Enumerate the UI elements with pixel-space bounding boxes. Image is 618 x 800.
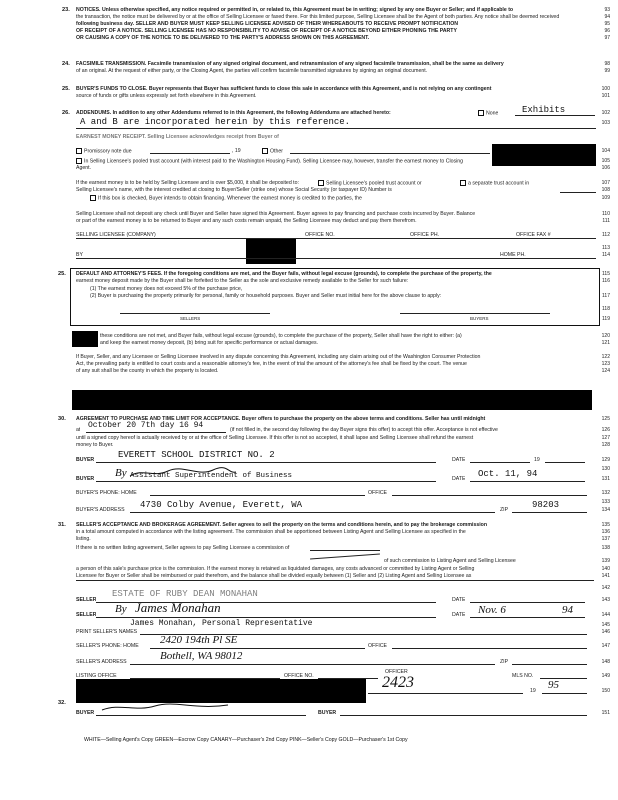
buyer-year-rule: [545, 462, 585, 463]
seller-2-rule: [96, 617, 436, 618]
typed-buyer-zip: 98203: [532, 500, 560, 510]
line-number: 147: [601, 643, 610, 649]
financing-checkbox-icon: [90, 195, 96, 201]
redaction-block: [492, 144, 596, 166]
buyers-office-rule: [392, 495, 587, 496]
section-31-line-2: in a total amount computed in accordance with the listing agreement. The commission shall be apportioned between Listing Agent and Selling Licensee as specified in the: [76, 529, 466, 535]
section-25b-number: 25.: [58, 271, 66, 277]
line-number: 131: [601, 476, 610, 482]
line-number: 110: [602, 211, 610, 217]
sellers-office-label: OFFICE: [368, 643, 388, 649]
section-31-line-5: of such commission to Listing Agent and Selling Licensee: [384, 558, 516, 564]
line-number: 143: [601, 597, 610, 603]
buyer-2-date-label: DATE: [452, 476, 466, 482]
line-number: 123: [601, 361, 610, 367]
buyer-date-rule: [470, 462, 530, 463]
section-30-number: 30.: [58, 416, 66, 422]
line-number: 122: [601, 354, 610, 360]
listing-office-no-label: OFFICE NO.: [284, 673, 314, 679]
other-option: [262, 148, 283, 154]
typed-buyer-title: Assistant Superintendent of Business: [130, 472, 293, 480]
line-number: 106: [601, 165, 610, 171]
line-number: 149: [601, 673, 610, 679]
earnest-pooled-text: Selling Licensee's pooled trust account or: [326, 180, 422, 187]
section-25b-line-1: DEFAULT AND ATTORNEY'S FEES. If the foregoing conditions are met, and the Buyer fails, without legal excuse (grounds), to complete the purchase of the property, the: [76, 271, 492, 277]
sellers-address-rule: [130, 664, 495, 665]
section-23-line-4: OF RECEIPT OF A NOTICE. SELLING LICENSEE HAS NO RESPONSIBILITY TO ADVISE OF RECEIPT OF A NOTICE BEYOND EITHER PHONING THE PARTY: [76, 28, 457, 34]
buyer-2-rule: [96, 481, 436, 482]
section-31-line-4: If there is no written listing agreement, Seller agrees to pay Selling Licensee a commission of: [76, 545, 290, 551]
line-number: 105: [601, 158, 610, 164]
ssn-rule: [560, 192, 596, 193]
officer-handwritten: 2423: [382, 674, 414, 691]
line-number: 137: [601, 536, 610, 542]
line-number: 94: [604, 14, 610, 20]
section-30-line-3: until a signed copy hereof is actually received by or at the office of Selling Licensee. If this offer is not so accepted, it shall lapse and Selling Licensee shall refund the earnest: [76, 435, 474, 441]
line-number: 97: [604, 35, 610, 41]
section-32-buyer-label: BUYER: [76, 710, 95, 716]
typed-exhibits: Exhibits: [522, 105, 566, 115]
sellers-phone-handwritten: 2420 194th Pl SE: [160, 634, 238, 646]
promissory-rule: [150, 153, 230, 154]
line-number: 141: [601, 573, 610, 579]
line-number: 124: [601, 368, 610, 374]
sellers-zip-label: ZIP: [500, 659, 509, 665]
section-31-line-3: listing.: [76, 536, 91, 542]
year-rule: [542, 693, 587, 694]
line-number: 132: [601, 490, 610, 496]
line-number: 127: [601, 435, 610, 441]
line-number: 115: [602, 271, 610, 277]
line-number: 129: [601, 457, 610, 463]
redaction-bar: [72, 390, 592, 410]
seller-date-rule: [470, 602, 585, 603]
line-number: 109: [601, 195, 610, 201]
buyers-address-rule: [130, 512, 495, 513]
line-number: 114: [602, 252, 610, 258]
line-number: 142: [601, 585, 610, 591]
addendum-rule: [515, 115, 595, 116]
officer-label: OFFICER: [385, 669, 408, 675]
sellers-phone-rule: [150, 648, 365, 649]
home-ph-label: HOME PH.: [500, 252, 526, 258]
earnest-selling-line: [76, 158, 490, 164]
section-24-line-1: FACSIMILE TRANSMISSION. Facsimile transmission of any signed original document, and retransmission of any signed facsimile transmission, shall be the same as delivery: [76, 61, 504, 67]
buyers-office-label: OFFICE: [368, 490, 388, 496]
redaction-block: [72, 331, 98, 347]
promissory-option: [76, 148, 132, 154]
buyer-rule: [96, 462, 436, 463]
section-31-number: 31.: [58, 522, 66, 528]
sellers-initial-label: SELLERS: [180, 316, 201, 321]
section-25b-option-1: (1) The earnest money does not exceed 5% of the purchase price,: [90, 286, 243, 292]
year-handwritten: 95: [548, 679, 559, 691]
line-number: 121: [601, 340, 610, 346]
typed-acceptance-date: October 20 7th day 16 94: [88, 421, 204, 430]
earnest-if-line-2: Selling Licensee's name, with the interest credited at closing to Buyer/Seller (strike one) whose Social Security (or taxpayer ID) Number is: [76, 187, 392, 193]
line-number: 113: [602, 245, 610, 251]
section-31-divider: [76, 580, 594, 581]
officer-rule: [368, 693, 523, 694]
section-32-signature-mark: [100, 700, 230, 714]
typed-addendum-line: A and B are incorporated herein by this reference.: [80, 117, 351, 127]
selling-licensee-rule: [76, 238, 596, 239]
office-fax-label: OFFICE FAX #: [516, 232, 551, 238]
line-number: 151: [601, 710, 610, 716]
section-25c-line-5: of any suit shall be the county in which the property is located.: [76, 368, 219, 374]
line-number: 100: [601, 86, 610, 92]
line-number: 125: [601, 416, 610, 422]
by-rule: [76, 258, 596, 259]
office-ph-label: OFFICE PH.: [410, 232, 440, 238]
line-number: 95: [604, 21, 610, 27]
line-number: 148: [601, 659, 610, 665]
line-number: 146: [601, 629, 610, 635]
line-number: 99: [604, 68, 610, 74]
seller-date-label: DATE: [452, 597, 466, 603]
line-number: 134: [601, 507, 610, 513]
office-no-label: OFFICE NO.: [305, 232, 335, 238]
typed-seller-representative: James Monahan, Personal Representative: [130, 619, 313, 628]
line-number: 135: [601, 522, 610, 528]
line-number: 102: [601, 110, 610, 116]
none-checkbox-icon: [478, 110, 484, 116]
sellers-initial-rule: [120, 313, 270, 314]
at-label: at: [76, 427, 81, 433]
section-30-line-4: money to Buyer.: [76, 442, 114, 448]
line-number: 104: [601, 148, 610, 154]
earnest-selling-deposit-2: or part of the earnest money is to be returned to Buyer and any such costs remain unpaid, the Selling Licensee may deduct and pay them therefrom.: [76, 218, 417, 224]
line-number: 103: [601, 120, 610, 126]
line-number: 144: [601, 612, 610, 618]
typed-buyer-address: 4730 Colby Avenue, Everett, WA: [140, 500, 303, 510]
sellers-address-label: SELLER'S ADDRESS: [76, 659, 127, 665]
acceptance-date-rule: [86, 432, 226, 433]
section-25c-line-3: If Buyer, Seller, and any Licensee or Selling Licensee involved in any dispute concerning this Agreement, including any claim arising out of the Washington Consumer Protection: [76, 354, 481, 360]
buyers-zip-rule: [512, 512, 587, 513]
buyer-label: BUYER: [76, 457, 95, 463]
earnest-financing-text: If this box is checked, Buyer intends to obtain financing. Whenever the earnest money is credited to the parties, the: [98, 195, 362, 202]
line-number: 119: [602, 316, 610, 322]
earnest-heading: EARNEST MONEY RECEIPT. Selling Licensee acknowledges receipt from Buyer of: [76, 134, 279, 140]
buyers-initial-rule: [400, 313, 550, 314]
none-label: None: [486, 110, 499, 117]
sellers-address-handwritten: Bothell, WA 98012: [160, 650, 243, 662]
line-number: 96: [604, 28, 610, 34]
earnest-selling-text: In Selling Licensee's pooled trust account (with interest paid to the Washington Housing Fund). Selling Licensee may, however, transfer the earnest money to Closing: [84, 158, 464, 165]
buyers-phone-label: BUYER'S PHONE: HOME: [76, 490, 137, 496]
buyers-phone-rule: [150, 495, 365, 496]
line-number: 118: [602, 306, 610, 312]
earnest-selling-deposit-1: Selling Licensee shall not deposit any check until Buyer and Seller have signed this Agreement. Buyer agrees to pay financing and purchase costs incurred by Buyer. Balance: [76, 211, 476, 217]
line-number: 98: [604, 61, 610, 67]
listing-office-label: LISTING OFFICE: [76, 673, 117, 679]
section-32-buyer-2-label: BUYER: [318, 710, 337, 716]
section-26-none-option: [478, 110, 498, 116]
line-number: 111: [602, 218, 610, 224]
line-number: 117: [602, 293, 610, 299]
seller-signature: James Monahan: [135, 600, 221, 615]
seller-date-handwritten: Nov. 6: [478, 604, 506, 616]
strike-line: [310, 554, 380, 560]
typed-buyer-name: EVERETT SCHOOL DISTRICT NO. 2: [118, 450, 275, 460]
other-checkbox-icon: [262, 148, 268, 154]
by-label: BY: [76, 252, 83, 258]
buyers-zip-label: ZIP: [500, 507, 509, 513]
section-23-line-3: following business day. SELLER AND BUYER MUST KEEP SELLING LICENSEE ADVISED OF THEIR WHEREABOUTS TO RECEIVE PROMPT NOTIFICATION: [76, 21, 458, 27]
section-24-number: 24.: [62, 61, 70, 67]
line-number: 107: [601, 180, 610, 186]
section-30-line-2: (if not filled in, the second day following the day Buyer signs this offer) to accept this offer. Acceptance is not effective: [230, 427, 498, 433]
line-number: 93: [604, 7, 610, 13]
line-number: 108: [601, 187, 610, 193]
mls-no-label: MLS NO.: [512, 673, 534, 679]
section-30-line-1: AGREEMENT TO PURCHASE AND TIME LIMIT FOR ACCEPTANCE. Buyer offers to purchase the property on the above terms and conditions. Seller has until midnight: [76, 416, 486, 422]
other-rule: [290, 153, 490, 154]
typed-seller-estate: ESTATE OF RUBY DEAN MONAHAN: [112, 589, 258, 599]
section-25c-line-2: and keep the earnest money deposit, (b) bring suit for specific performance or actual damages.: [100, 340, 318, 346]
other-label: Other: [270, 148, 283, 155]
section-26-number: 26.: [62, 110, 70, 116]
buyer-2-date-rule: [470, 481, 585, 482]
section-31-line-7: Licensee for Buyer or Seller shall be reimbursed or paid therefrom, and the balance shall be divided equally between (1) Seller and (2) Listing Agent and Selling Licensee as: [76, 573, 472, 579]
selling-company-label: SELLING LICENSEE (COMPANY): [76, 232, 156, 238]
sellers-phone-label: SELLER'S PHONE: HOME: [76, 643, 139, 649]
promissory-year: , 19: [232, 148, 241, 154]
line-number: 136: [601, 529, 610, 535]
buyer-by-label: By: [115, 467, 127, 479]
seller-year-handwritten: 94: [562, 604, 573, 616]
earnest-agent: Agent.: [76, 165, 91, 171]
selling-checkbox-icon: [76, 158, 82, 164]
section-31-line-6: a person of this sale's purchase price is the commission. If the earnest money is retained as liquidated damages, any costs advanced or committed by Listing Agent or Selling: [76, 566, 475, 572]
sellers-zip-rule: [512, 664, 587, 665]
section-25-number: 25.: [62, 86, 70, 92]
section-25-line-1: BUYER'S FUNDS TO CLOSE. Buyer represents that Buyer has sufficient funds to close this sale in accordance with this Agreement, and is not relying on any contingent: [76, 86, 492, 92]
buyer-2-label: BUYER: [76, 476, 95, 482]
section-25-line-2: source of funds or gifts unless expressly set forth elsewhere in this Agreement.: [76, 93, 257, 99]
addendum-line-rule: [76, 128, 596, 129]
nineteen-label: 19: [530, 688, 536, 694]
section-32-number: 32.: [58, 700, 66, 706]
commission-rule: [310, 550, 380, 551]
pooled-checkbox-icon: [318, 180, 324, 186]
line-number: 126: [601, 427, 610, 433]
line-number: 101: [601, 93, 610, 99]
earnest-if-line-1b: [318, 180, 458, 186]
promissory-label: Promissory note due: [84, 148, 132, 155]
seller-2-date-label: DATE: [452, 612, 466, 618]
buyer-date-label: DATE: [452, 457, 466, 463]
line-number: 116: [602, 278, 610, 284]
redaction-block: [246, 239, 296, 264]
section-25b-line-2: earnest money deposit made by the Buyer shall be forfeited to the Seller as the sole and exclusive remedy available to the Seller for such failure:: [76, 278, 409, 284]
section-25b-option-2: (2) Buyer is purchasing the property primarily for personal, family or household purposes. Buyer and Seller must initial here for the above clause to apply:: [90, 293, 442, 299]
section-32-buyer-2-rule: [340, 715, 587, 716]
line-number: 133: [601, 499, 610, 505]
section-23-line-1: NOTICES. Unless otherwise specified, any notice required or permitted in, or related to, this Agreement must be in writing; signed by any one Buyer or Seller; and if applicable to: [76, 7, 514, 13]
section-31-line-1: SELLER'S ACCEPTANCE AND BROKERAGE AGREEMENT. Seller agrees to sell the property on the terms and conditions herein, and to pay the brokerage commission: [76, 522, 488, 528]
sellers-office-rule: [392, 648, 587, 649]
buyers-initial-label: BUYERS: [470, 316, 489, 321]
copy-distribution-footer: WHITE—Selling Agent's Copy GREEN—Escrow Copy CANARY—Purchaser's 2nd Copy PINK—Seller's Copy GOLD—Purchaser's 1st Copy: [84, 737, 408, 743]
section-23-number: 23.: [62, 7, 70, 13]
print-sellers-names-label: PRINT SELLER'S NAMES: [76, 629, 138, 635]
promissory-checkbox-icon: [76, 148, 82, 154]
line-number: 150: [601, 688, 610, 694]
section-25c-line-4: Act, the prevailing party is entitled to court costs and a reasonable attorney's fee, in the event of trial the amount of the attorney's fee shall be fixed by the court. The venue: [76, 361, 467, 367]
line-number: 112: [602, 232, 610, 238]
line-number: 120: [601, 333, 610, 339]
buyer-nineteen: 19: [534, 457, 540, 463]
earnest-if-line-3: [90, 195, 560, 201]
seller-label: SELLER: [76, 597, 97, 603]
seller-2-date-rule: [470, 617, 585, 618]
line-number: 128: [601, 442, 610, 448]
line-number: 140: [601, 566, 610, 572]
separate-checkbox-icon: [460, 180, 466, 186]
seller-2-label: SELLER: [76, 612, 97, 618]
line-number: 138: [601, 545, 610, 551]
section-23-line-5: OR CAUSING A COPY OF THE NOTICE TO BE DELIVERED TO THE PARTY'S ADDRESS SHOWN ON THIS AGREEMENT.: [76, 35, 370, 41]
line-number: 139: [601, 558, 610, 564]
earnest-if-line-1c: [460, 180, 596, 186]
line-number: 130: [601, 466, 610, 472]
buyers-address-label: BUYER'S ADDRESS: [76, 507, 125, 513]
section-26-line-1: ADDENDUMS. In addition to any other Addendums referred to in this Agreement, the following Addendums are attached hereto:: [76, 110, 391, 116]
earnest-if-line-1: If the earnest money is to be held by Selling Licensee and is over $5,000, it shall be deposited to:: [76, 180, 299, 186]
line-number: 145: [601, 622, 610, 628]
section-32-buyer-rule: [96, 715, 306, 716]
seller-by-label: By: [115, 603, 127, 615]
section-23-line-2: the transaction, the notice must be delivered by or at the office of Selling Licensee or faxed there. For this limited purpose, Selling Licensee shall be the Agent of both parties. Any notice shall be deemed received: [76, 14, 560, 20]
section-25c-line-1: these conditions are not met, and Buyer fails, without legal excuse (grounds), to complete the purchase of the property, Seller shall have the right to either: (a): [100, 333, 462, 339]
section-24-line-2: of an original. At the request of either party, or the Closing Agent, the parties will confirm facsimile transmitted signatures by signing an original document.: [76, 68, 428, 74]
earnest-separate-text: a separate trust account in: [468, 180, 530, 187]
typed-buyer-date: Oct. 11, 94: [478, 469, 538, 479]
